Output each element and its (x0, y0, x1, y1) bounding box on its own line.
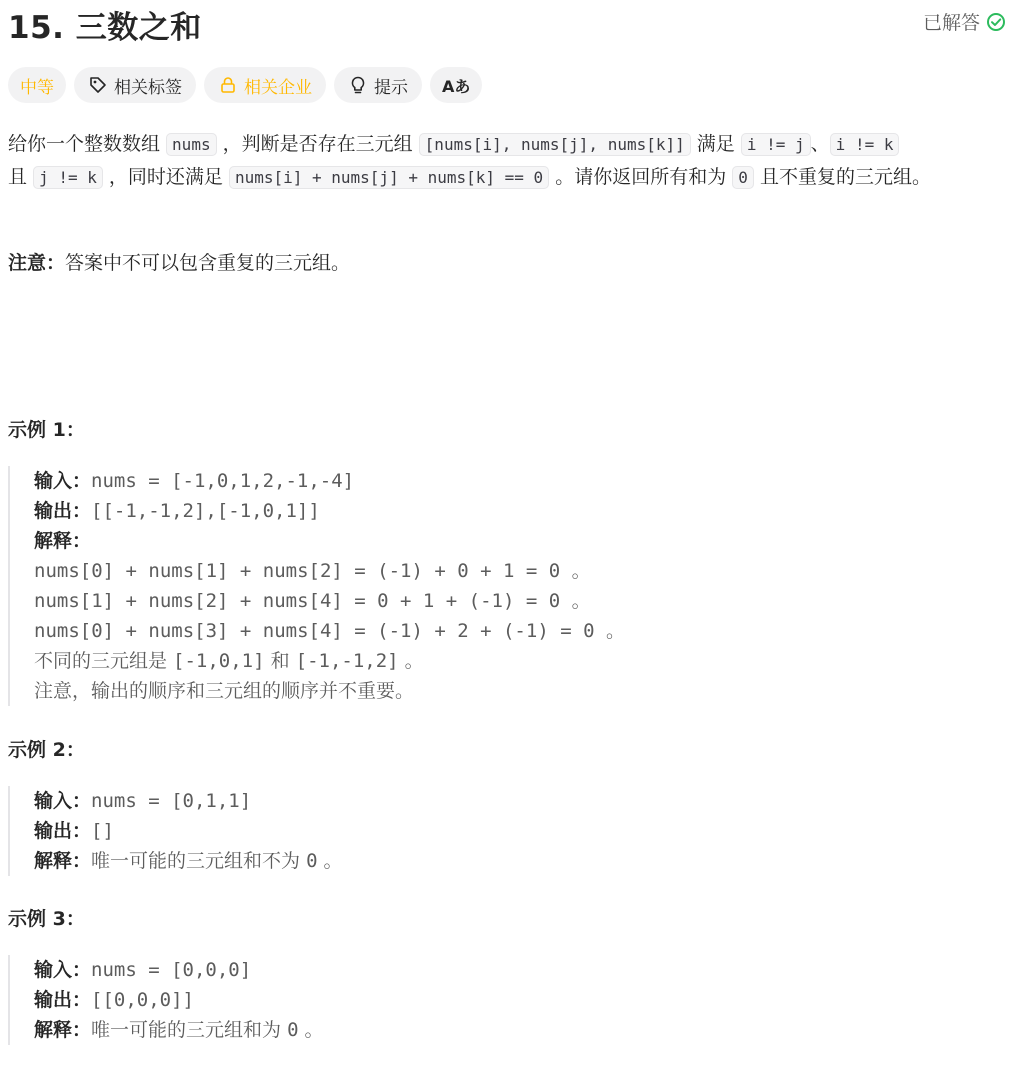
example-1-explain-distinct: 不同的三元组是 [-1,0,1] 和 [-1,-1,2] 。 (34, 650, 424, 672)
example-1-explain-line: nums[0] + nums[1] + nums[2] = (-1) + 0 + 1 = 0 。 (34, 560, 591, 582)
note-label: 注意： (8, 252, 66, 274)
translate-icon: Aあ (442, 76, 471, 96)
inline-code: i != k (830, 133, 900, 156)
related-tags-button[interactable] (74, 67, 196, 103)
inline-code: 0 (732, 166, 754, 189)
example-3-title: 示例 3： (8, 908, 85, 930)
example-1-title: 示例 1： (8, 419, 85, 441)
inline-code: i != j (741, 133, 811, 156)
inline-code: nums[i] + nums[j] + nums[k] == 0 (229, 166, 549, 189)
inline-code: nums (166, 133, 217, 156)
example-1-output: [[-1,-1,2],[-1,0,1]] (91, 500, 320, 522)
example-2-input: nums = [0,1,1] (91, 790, 252, 812)
related-companies-button[interactable] (204, 67, 326, 103)
lock-icon (218, 75, 238, 95)
solved-status (923, 8, 1006, 35)
related-tags-label: 相关标签 (114, 77, 182, 98)
example-1-explain-note: 注意，输出的顺序和三元组的顺序并不重要。 (34, 680, 415, 702)
example-2-title: 示例 2： (8, 739, 85, 761)
hint-label: 提示 (374, 77, 408, 98)
inline-code: j != k (33, 166, 103, 189)
description-paragraph: 给你一个整数数组 nums ，判断是否存在三元组 [nums[i], nums[j], nums[k]] 满足 i != j 、 i != k 且 j != k ，同时还满足 nums[i] + nums[j] + nums[k] == 0 。请你返回所有和为 0 且不重复的三元组。 (8, 133, 931, 188)
note (8, 248, 350, 275)
example-1-box: 输入：nums = [-1,0,1,2,-1,-4] 输出：[[-1,-1,2],[-1,0,1]] 解释： nums[0] + nums[1] + nums[2] = (-1) + 0 + 1 = 0 。 nums[1] + nums[2] + nums[4] = 0 + 1 + (-1) = 0 。 nums[0] + nums[3] + nums[4] = (-1) + 2 + (-1) = 0 。 不同的三元组是 [-1,0,1] 和 [-1,-1,2] 。 注意，输出的顺序和三元组的顺序并不重要。 (8, 466, 625, 706)
difficulty-label: 中等 (20, 77, 54, 98)
example-2-output: [] (91, 820, 114, 842)
check-circle-icon (986, 12, 1006, 32)
hint-button[interactable] (334, 67, 422, 103)
example-1-explain-line: nums[0] + nums[3] + nums[4] = (-1) + 2 + (-1) = 0 。 (34, 620, 625, 642)
inline-code: [nums[i], nums[j], nums[k]] (419, 133, 691, 156)
related-companies-label: 相关企业 (244, 77, 312, 98)
example-2-box: 输入：nums = [0,1,1] 输出：[] 解释：唯一可能的三元组和不为 0 。 (8, 786, 343, 876)
example-3-output: [[0,0,0]] (91, 989, 194, 1011)
difficulty-badge[interactable] (8, 67, 66, 103)
problem-description (8, 128, 998, 194)
solved-status-label: 已解答 (922, 12, 980, 34)
tag-icon (88, 75, 108, 95)
example-1-explain-line: nums[1] + nums[2] + nums[4] = 0 + 1 + (-1) = 0 。 (34, 590, 591, 612)
lightbulb-icon (348, 75, 368, 95)
translate-button[interactable] (430, 67, 482, 103)
example-3-box: 输入：nums = [0,0,0] 输出：[[0,0,0]] 解释：唯一可能的三元组和为 0 。 (8, 955, 324, 1045)
example-1-input: nums = [-1,0,1,2,-1,-4] (91, 470, 355, 492)
note-text: 答案中不可以包含重复的三元组。 (65, 252, 351, 274)
problem-title: 15. 三数之和 (8, 10, 202, 46)
example-3-input: nums = [0,0,0] (91, 959, 252, 981)
tag-bar (8, 67, 482, 103)
